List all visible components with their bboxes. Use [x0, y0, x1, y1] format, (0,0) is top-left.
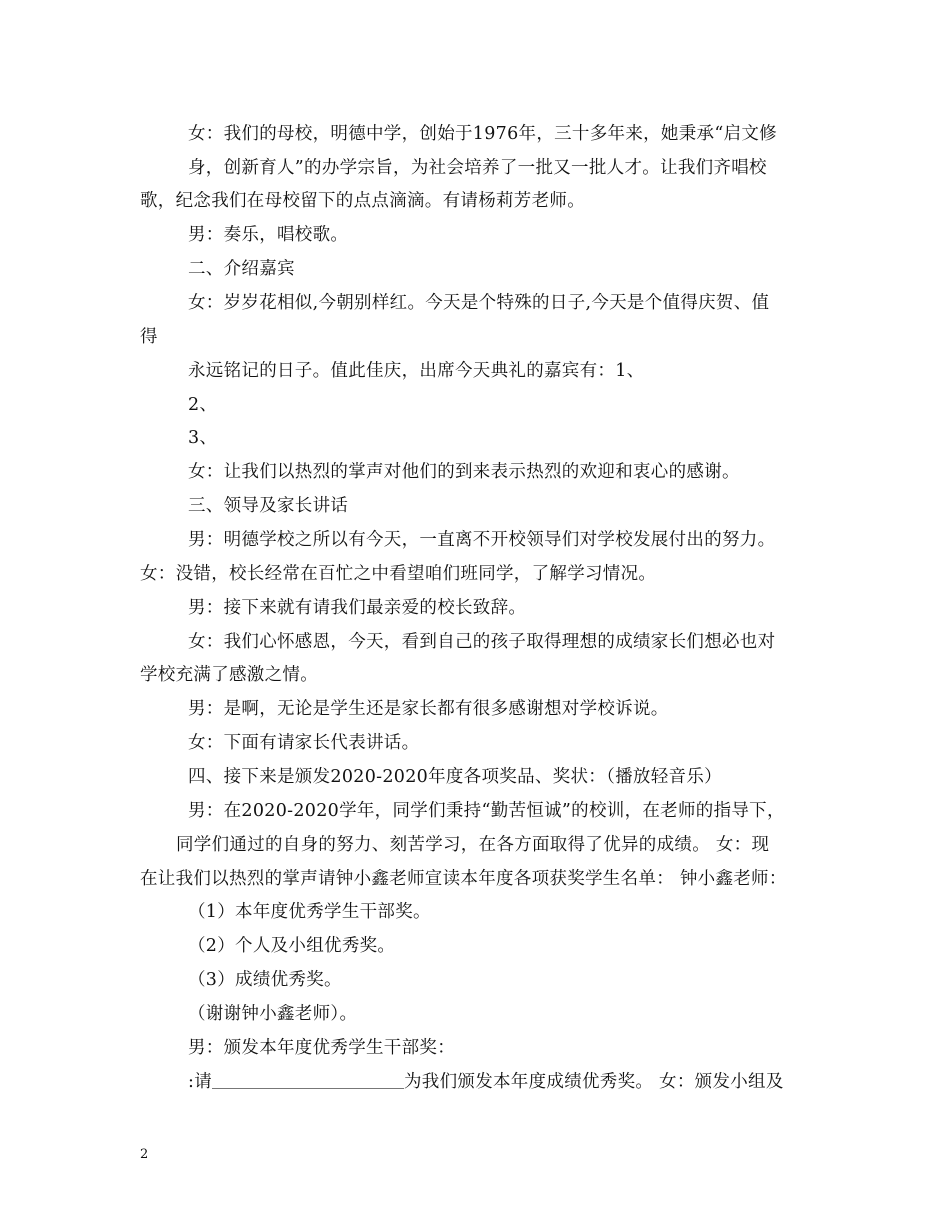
paragraph-line: 男：是啊，无论是学生还是家长都有很多感谢想对学校诉说。 — [188, 699, 669, 719]
paragraph-line: 永远铭记的日子。值此佳庆，出席今天典礼的嘉宾有：1、 — [188, 361, 645, 381]
paragraph-line: 男：明德学校之所以有今天，一直离不开校领导们对学校发展付出的努力。 — [188, 530, 776, 550]
line-suffix: 为我们颁发本年度成绩优秀奖。 女：颁发小组及 — [404, 1072, 784, 1092]
paragraph-line: 女：没错，校长经常在百忙之中看望咱们班同学，了解学习情况。 — [140, 564, 657, 584]
paragraph-line: 学校充满了感激之情。 — [140, 665, 318, 685]
paragraph-line: 女：让我们以热烈的掌声对他们的到来表示热烈的欢迎和衷心的感谢。 — [188, 462, 740, 482]
paragraph-line: （谢谢钟小鑫老师）。 — [188, 1004, 358, 1024]
paragraph-line: 女：我们的母校，明德中学，创始于1976年，三十多年来，她秉承“启文修 — [188, 124, 777, 144]
list-item: （3）成绩优秀奖。 — [188, 970, 342, 990]
list-item: 2、 — [188, 395, 218, 415]
list-item: （1）本年度优秀学生干部奖。 — [188, 902, 431, 922]
paragraph-line: 男：在2020-2020学年，同学们秉持“勤苦恒诚”的校训，在老师的指导下， — [188, 801, 785, 821]
paragraph-line: 女：岁岁花相似,今朝别样红。今天是个特殊的日子,今天是个值得庆贺、值 — [188, 293, 770, 313]
page-number: 2 — [140, 1147, 149, 1162]
paragraph-line: 女：我们心怀感恩，今天，看到自己的孩子取得理想的成绩家长们想必也对 — [188, 632, 776, 652]
list-item: （2）个人及小组优秀奖。 — [188, 936, 396, 956]
paragraph-line — [188, 1070, 784, 1094]
paragraph-line: 身，创新育人”的办学宗旨，为社会培养了一批又一批人才。让我们齐唱校 — [188, 158, 767, 178]
paragraph-line: 在让我们以热烈的掌声请钟小鑫老师宣读本年度各项获奖学生名单： 钟小鑫老师： — [140, 869, 787, 889]
line-prefix: :请 — [188, 1072, 212, 1092]
paragraph-line: 同学们通过的自身的努力、刻苦学习，在各方面取得了优异的成绩。 女：现 — [176, 835, 770, 855]
paragraph-line: 男：奏乐，唱校歌。 — [188, 225, 349, 245]
section-heading: 三、领导及家长讲话 — [188, 496, 349, 516]
section-heading: 四、接下来是颁发2020-2020年度各项奖品、奖状：（播放轻音乐） — [188, 767, 722, 787]
list-item: 3、 — [188, 428, 218, 448]
blank-underline — [212, 1070, 404, 1089]
paragraph-line: 男：接下来就有请我们最亲爱的校长致辞。 — [188, 598, 527, 618]
paragraph-line: 女：下面有请家长代表讲话。 — [188, 733, 420, 753]
section-heading: 二、介绍嘉宾 — [188, 259, 295, 279]
paragraph-line: 男：颁发本年度优秀学生干部奖： — [188, 1038, 455, 1058]
paragraph-line: 歌，纪念我们在母校留下的点点滴滴。有请杨莉芳老师。 — [140, 191, 585, 211]
paragraph-line: 得 — [140, 327, 158, 347]
